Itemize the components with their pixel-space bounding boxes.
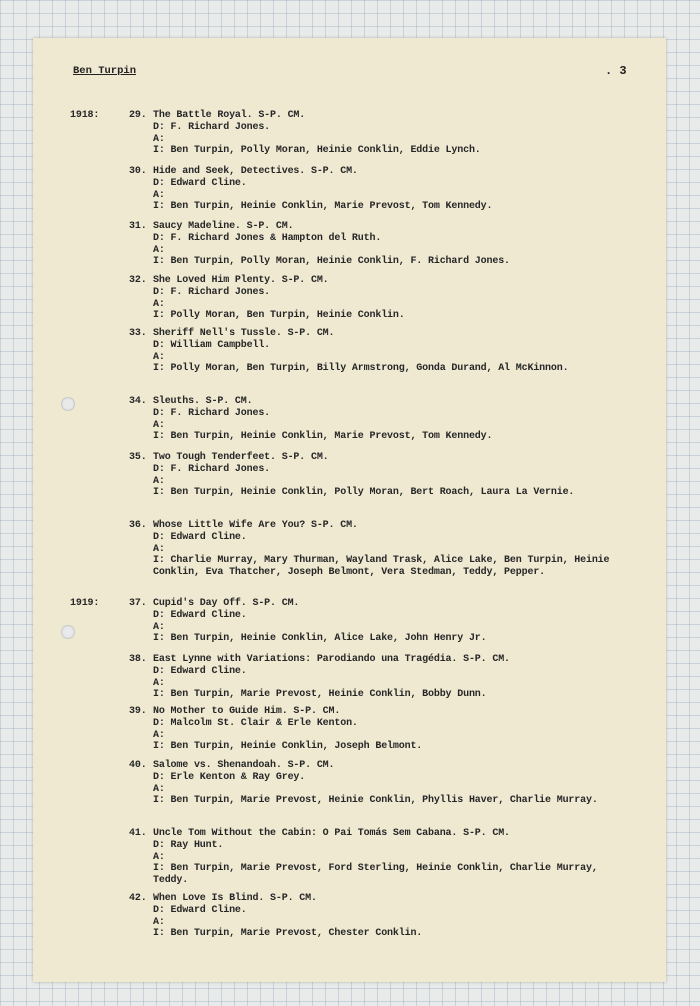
entry-title: Cupid's Day Off. S-P. CM. (153, 598, 300, 609)
entry-year: 1918: (70, 110, 100, 121)
entry-a-line: A: (153, 544, 165, 555)
entry-cast: I: Charlie Murray, Mary Thurman, Wayland Trask, Alice Lake, Ben Turpin, Heinie Conklin, Eva Thatcher, Joseph Belmont, Vera Stedman, Teddy, Pepper. (153, 555, 610, 578)
entry-a-line: A: (153, 917, 165, 928)
entry-title: No Mother to Guide Him. S-P. CM. (153, 706, 341, 717)
entry-number: 37. (129, 598, 147, 609)
entry-a-line: A: (153, 730, 165, 741)
entry-director: D: Edward Cline. (153, 532, 247, 543)
entry-director: D: Ray Hunt. (153, 840, 224, 851)
entry-title: Two Tough Tenderfeet. S-P. CM. (153, 452, 329, 463)
entry-cast: I: Ben Turpin, Heinie Conklin, Marie Prevost, Tom Kennedy. (153, 201, 493, 212)
entry-a-line: A: (153, 784, 165, 795)
entry-title: Whose Little Wife Are You? S-P. CM. (153, 520, 358, 531)
entry-title: Saucy Madeline. S-P. CM. (153, 221, 294, 232)
entry-director: D: F. Richard Jones. (153, 287, 271, 298)
page-header-name: Ben Turpin (73, 65, 137, 77)
entry-director: D: Edward Cline. (153, 178, 247, 189)
entry-number: 36. (129, 520, 147, 531)
entry-a-line: A: (153, 299, 165, 310)
entry-director: D: William Campbell. (153, 340, 271, 351)
entry-director: D: F. Richard Jones. (153, 122, 271, 133)
page-number: . 3 (605, 64, 627, 78)
entry-number: 35. (129, 452, 147, 463)
entry-director: D: Malcolm St. Clair & Erle Kenton. (153, 718, 358, 729)
entry-director: D: F. Richard Jones. (153, 408, 271, 419)
entry-a-line: A: (153, 190, 165, 201)
entry-number: 30. (129, 166, 147, 177)
entry-number: 33. (129, 328, 147, 339)
entry-director: D: F. Richard Jones. (153, 464, 271, 475)
entry-cast: I: Ben Turpin, Polly Moran, Heinie Conklin, F. Richard Jones. (153, 256, 510, 267)
entry-director: D: Erle Kenton & Ray Grey. (153, 772, 306, 783)
entry-title: She Loved Him Plenty. S-P. CM. (153, 275, 329, 286)
entry-a-line: A: (153, 852, 165, 863)
entry-cast: I: Ben Turpin, Heinie Conklin, Marie Prevost, Tom Kennedy. (153, 431, 493, 442)
entry-number: 29. (129, 110, 147, 121)
entry-a-line: A: (153, 622, 165, 633)
entry-title: Salome vs. Shenandoah. S-P. CM. (153, 760, 335, 771)
entry-year: 1919: (70, 598, 100, 609)
entry-number: 40. (129, 760, 147, 771)
entry-director: D: Edward Cline. (153, 905, 247, 916)
entry-a-line: A: (153, 476, 165, 487)
entry-title: Hide and Seek, Detectives. S-P. CM. (153, 166, 358, 177)
entry-title: Uncle Tom Without the Cabin: O Pai Tomás Sem Cabana. S-P. CM. (153, 828, 510, 839)
entry-cast: I: Ben Turpin, Heinie Conklin, Joseph Belmont. (153, 741, 423, 752)
entry-number: 34. (129, 396, 147, 407)
entry-number: 41. (129, 828, 147, 839)
entry-director: D: Edward Cline. (153, 610, 247, 621)
document-page (33, 38, 666, 982)
entry-cast: I: Ben Turpin, Marie Prevost, Chester Conklin. (153, 928, 423, 939)
entry-title: East Lynne with Variations: Parodiando una Tragédia. S-P. CM. (153, 654, 510, 665)
entry-cast: I: Polly Moran, Ben Turpin, Billy Armstrong, Gonda Durand, Al McKinnon. (153, 363, 569, 374)
entry-cast: I: Ben Turpin, Polly Moran, Heinie Conklin, Eddie Lynch. (153, 145, 481, 156)
entry-a-line: A: (153, 134, 165, 145)
entry-number: 32. (129, 275, 147, 286)
entry-title: The Battle Royal. S-P. CM. (153, 110, 306, 121)
entry-a-line: A: (153, 352, 165, 363)
entry-number: 38. (129, 654, 147, 665)
entry-a-line: A: (153, 420, 165, 431)
entry-number: 31. (129, 221, 147, 232)
entry-director: D: Edward Cline. (153, 666, 247, 677)
entry-title: Sleuths. S-P. CM. (153, 396, 253, 407)
entry-cast: I: Ben Turpin, Heinie Conklin, Polly Moran, Bert Roach, Laura La Vernie. (153, 487, 575, 498)
filmography-list (33, 38, 666, 982)
entry-title: When Love Is Blind. S-P. CM. (153, 893, 317, 904)
entry-a-line: A: (153, 245, 165, 256)
entry-a-line: A: (153, 678, 165, 689)
entry-number: 39. (129, 706, 147, 717)
entry-cast: I: Ben Turpin, Marie Prevost, Heinie Conklin, Phyllis Haver, Charlie Murray. (153, 795, 598, 806)
entry-cast: I: Ben Turpin, Heinie Conklin, Alice Lake, John Henry Jr. (153, 633, 487, 644)
entry-number: 42. (129, 893, 147, 904)
entry-director: D: F. Richard Jones & Hampton del Ruth. (153, 233, 382, 244)
entry-title: Sheriff Nell's Tussle. S-P. CM. (153, 328, 335, 339)
entry-cast: I: Ben Turpin, Marie Prevost, Ford Sterling, Heinie Conklin, Charlie Murray, Teddy. (153, 863, 598, 886)
entry-cast: I: Ben Turpin, Marie Prevost, Heinie Conklin, Bobby Dunn. (153, 689, 487, 700)
entry-cast: I: Polly Moran, Ben Turpin, Heinie Conklin. (153, 310, 405, 321)
